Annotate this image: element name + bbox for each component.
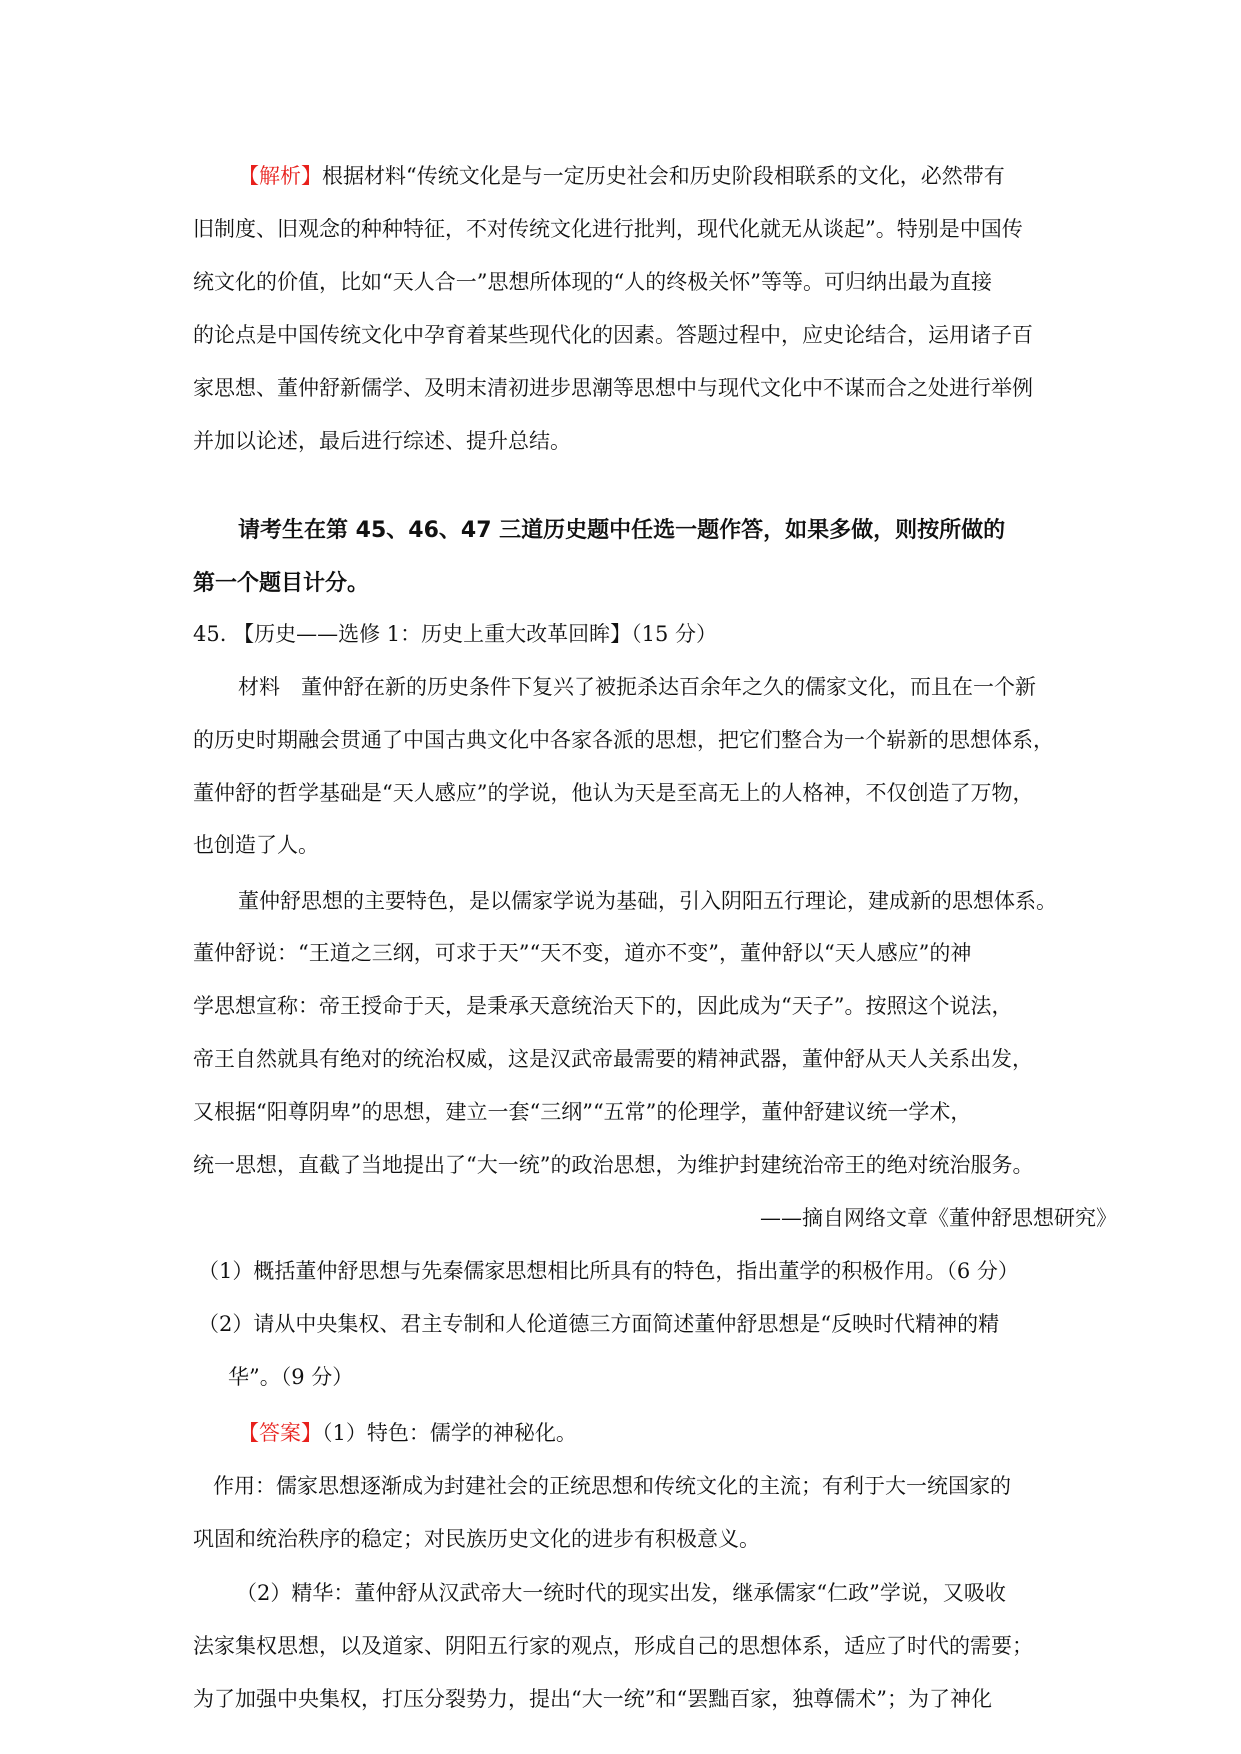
material-source: ——摘自网络文章《董仲舒思想研究》 (760, 1206, 1117, 1230)
subquestion-2-line-2: 华”。（9 分） (228, 1365, 354, 1389)
material-p1-line-2: 的历史时期融会贯通了中国古典文化中各家各派的思想，把它们整合为一个崭新的思想体系， (193, 728, 1054, 752)
material-p1-line-1: 材料 董仲舒在新的历史条件下复兴了被扼杀达百余年之久的儒家文化，而且在一个新 (238, 675, 1036, 699)
question-title: 45. 【历史——选修 1：历史上重大改革回眸】（15 分） (193, 622, 718, 646)
analysis-line-1: 【解析】根据材料“传统文化是与一定历史社会和历史阶段相联系的文化，必然带有 (238, 164, 1005, 188)
answer-role-line-2: 巩固和统治秩序的稳定；对民族历史文化的进步有积极意义。 (193, 1527, 760, 1551)
answer-line-1: 【答案】（1）特色：儒学的神秘化。 (238, 1421, 577, 1445)
material-p2-line-1: 董仲舒思想的主要特色，是以儒家学说为基础，引入阴阳五行理论，建成新的思想体系。 (238, 889, 1057, 913)
answer-essence-line-1: （2）精华：董仲舒从汉武帝大一统时代的现实出发，继承儒家“仁政”学说，又吸收 (236, 1581, 1006, 1605)
analysis-line-4: 的论点是中国传统文化中孕育着某些现代化的因素。答题过程中，应史论结合，运用诸子百 (193, 323, 1033, 347)
material-p2-line-4: 帝王自然就具有绝对的统治权威，这是汉武帝最需要的精神武器，董仲舒从天人关系出发， (193, 1047, 1033, 1071)
material-p1-line-4: 也创造了人。 (193, 833, 319, 857)
answer-essence-line-3: 为了加强中央集权，打压分裂势力，提出“大一统”和“罢黜百家，独尊儒术”；为了神化 (193, 1687, 992, 1711)
material-p2-line-5: 又根据“阳尊阴卑”的思想，建立一套“三纲”“五常”的伦理学，董仲舒建议统一学术， (193, 1100, 972, 1124)
analysis-line-3: 统文化的价值，比如“天人合一”思想所体现的“人的终极关怀”等等。可归纳出最为直接 (193, 270, 992, 294)
instruction-line-1: 请考生在第 45、46、47 三道历史题中任选一题作答，如果多做，则按所做的 (238, 518, 1006, 543)
answer-role-line-1: 作用：儒家思想逐渐成为封建社会的正统思想和传统文化的主流；有利于大一统国家的 (213, 1474, 1011, 1498)
answer-essence-line-2: 法家集权思想，以及道家、阴阳五行家的观点，形成自己的思想体系，适应了时代的需要； (193, 1634, 1033, 1658)
material-p2-line-3: 学思想宣称：帝王授命于天，是秉承天意统治天下的，因此成为“天子”。按照这个说法， (193, 994, 1013, 1018)
material-p2-line-6: 统一思想，直截了当地提出了“大一统”的政治思想，为维护封建统治帝王的绝对统治服务。 (193, 1153, 1034, 1177)
subquestion-2-line-1: （2）请从中央集权、君主专制和人伦道德三方面简述董仲舒思想是“反映时代精神的精 (198, 1312, 1000, 1336)
subquestion-1: （1）概括董仲舒思想与先秦儒家思想相比所具有的特色，指出董学的积极作用。（6 分） (198, 1259, 1019, 1283)
analysis-line-2: 旧制度、旧观念的种种特征，不对传统文化进行批判，现代化就无从谈起”。特别是中国传 (193, 217, 1023, 241)
material-p2-line-2: 董仲舒说：“王道之三纲，可求于天”“天不变，道亦不变”，董仲舒以“天人感应”的神 (193, 941, 972, 965)
analysis-line-6: 并加以论述，最后进行综述、提升总结。 (193, 429, 571, 453)
answer-tag: 【答案】 (238, 1421, 322, 1445)
analysis-line-5: 家思想、董仲舒新儒学、及明末清初进步思潮等思想中与现代文化中不谋而合之处进行举例 (193, 376, 1033, 400)
material-p1-line-3: 董仲舒的哲学基础是“天人感应”的学说，他认为天是至高无上的人格神，不仅创造了万物， (193, 781, 1034, 805)
instruction-line-2: 第一个题目计分。 (193, 571, 370, 596)
analysis-tag: 【解析】 (238, 164, 322, 188)
